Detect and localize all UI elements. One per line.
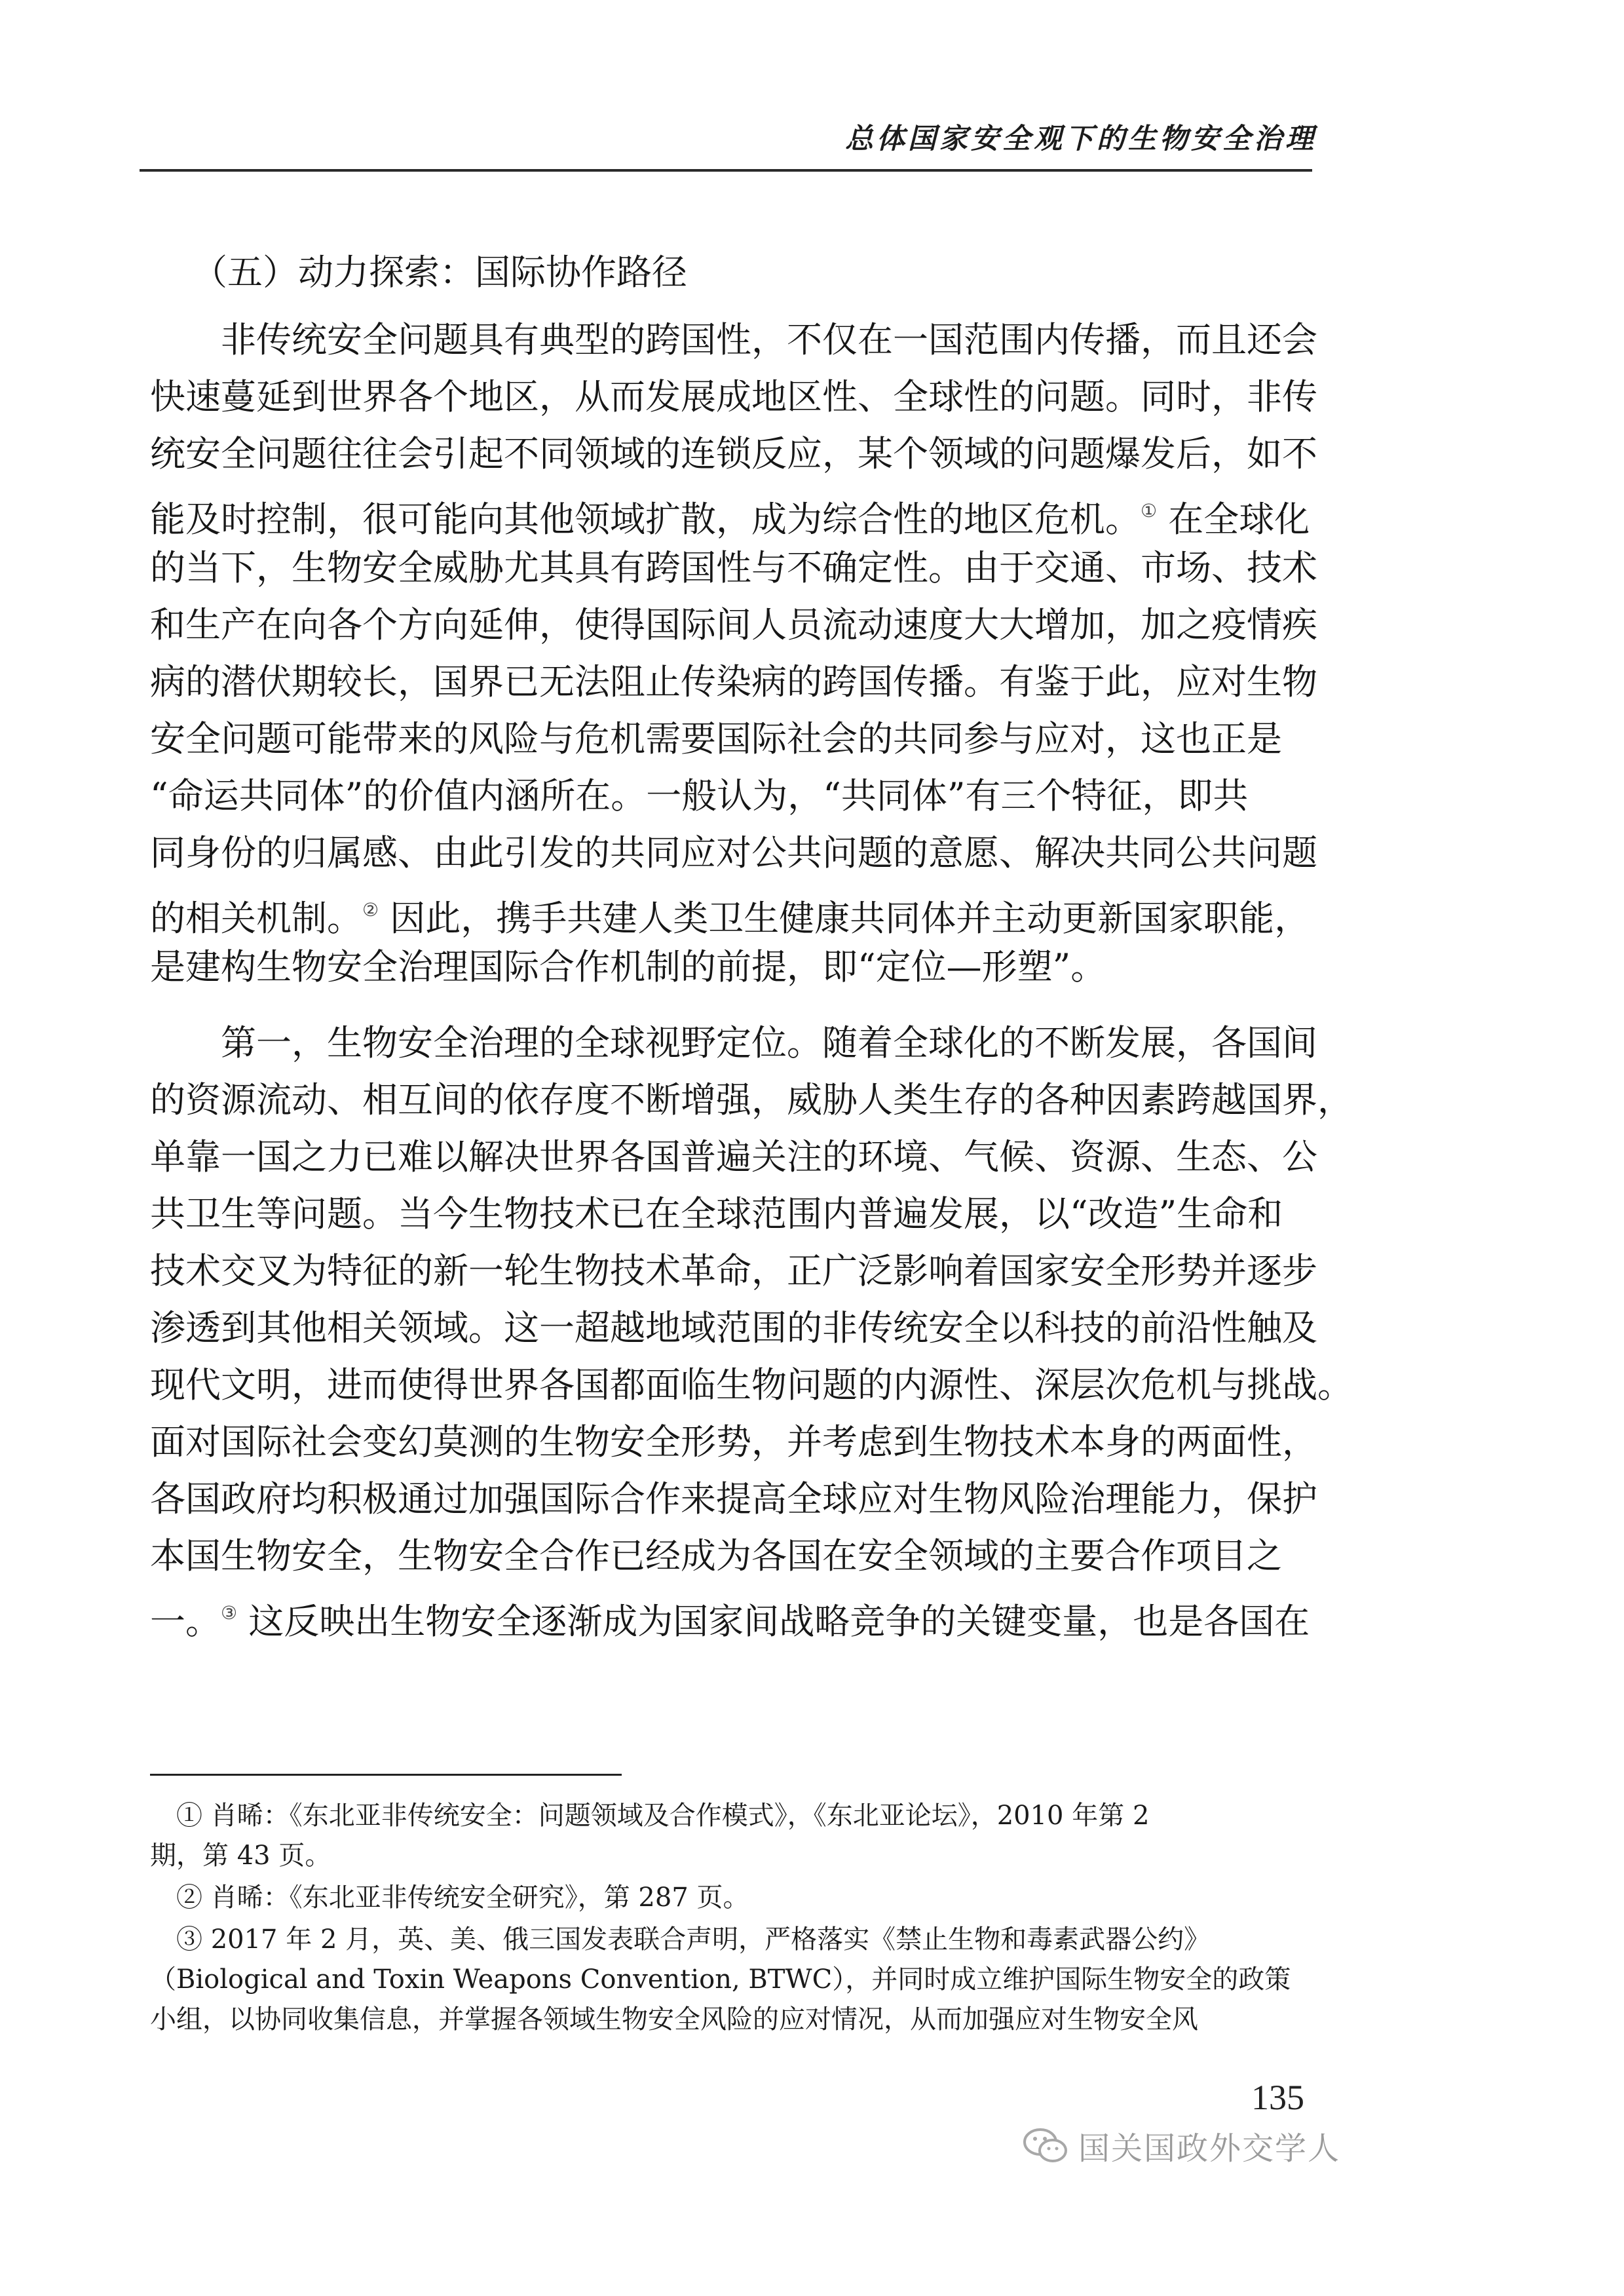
body-line: 单靠一国之力已难以解决世界各国普遍关注的环境、气候、资源、生态、公 xyxy=(150,1136,1317,1177)
footnote-ref[interactable]: ③ xyxy=(221,1602,238,1624)
body-line: 各国政府均积极通过加强国际合作来提高全球应对生物风险治理能力，保护 xyxy=(150,1478,1317,1520)
watermark xyxy=(1022,2123,1340,2168)
body-line: 安全问题可能带来的风险与危机需要国际社会的共同参与应对，这也正是 xyxy=(150,718,1282,759)
footnote-ref[interactable]: ① xyxy=(1141,500,1158,522)
body-text: 的相关机制。 xyxy=(150,898,362,939)
body-line xyxy=(150,889,1310,940)
body-line: 和生产在向各个方向延伸，使得国际间人员流动速度大大增加，加之疫情疾 xyxy=(150,604,1317,645)
body-line: 现代文明，进而使得世界各国都面临生物问题的内源性、深层次危机与挑战。 xyxy=(150,1364,1353,1406)
page-number: 135 xyxy=(1251,2078,1304,2117)
footnote-line: （Biological and Toxin Weapons Convention, BTWC），并同时成立维护国际生物安全的政策 xyxy=(150,1964,1291,1995)
body-line: 渗透到其他相关领域。这一超越地域范围的非传统安全以科技的前沿性触及 xyxy=(150,1307,1317,1349)
body-line: “命运共同体”的价值内涵所在。一般认为，“共同体”有三个特征，即共 xyxy=(150,775,1249,816)
footnote-line: ② 肖晞：《东北亚非传统安全研究》，第 287 页。 xyxy=(150,1883,749,1913)
footnote-ref[interactable]: ② xyxy=(362,899,379,921)
body-line: 同身份的归属感、由此引发的共同应对公共问题的意愿、解决共同公共问题 xyxy=(150,832,1317,873)
body-line: 本国生物安全，生物安全合作已经成为各国在安全领域的主要合作项目之 xyxy=(150,1535,1282,1577)
watermark-text: 国关国政外交学人 xyxy=(1078,2130,1341,2167)
body-line: 快速蔓延到世界各个地区，从而发展成地区性、全球性的问题。同时，非传 xyxy=(150,376,1317,417)
body-line: 技术交叉为特征的新一轮生物技术革命，正广泛影响着国家安全形势并逐步 xyxy=(150,1250,1317,1292)
body-line: 统安全问题往往会引起不同领域的连锁反应，某个领域的问题爆发后，如不 xyxy=(150,433,1317,474)
body-line: 非传统安全问题具有典型的跨国性，不仅在一国范围内传播，而且还会 xyxy=(150,319,1317,360)
section-heading: （五）动力探索：国际协作路径 xyxy=(192,252,687,293)
body-line: 病的潜伏期较长，国界已无法阻止传染病的跨国传播。有鉴于此，应对生物 xyxy=(150,661,1317,702)
body-text: 一。 xyxy=(150,1601,221,1642)
body-line: 第一，生物安全治理的全球视野定位。随着全球化的不断发展，各国间 xyxy=(150,1022,1317,1063)
footnote-line: ③ 2017 年 2 月，英、美、俄三国发表联合声明，严格落实《禁止生物和毒素武器公约》 xyxy=(150,1924,1211,1955)
running-header: 总体国家安全观下的生物安全治理 xyxy=(845,123,1317,155)
body-line: 的当下，生物安全威胁尤其具有跨国性与不确定性。由于交通、市场、技术 xyxy=(150,547,1317,588)
body-line xyxy=(150,490,1310,541)
footnote-line: 期，第 43 页。 xyxy=(150,1841,331,1871)
body-line: 的资源流动、相互间的依存度不断增强，威胁人类生存的各种因素跨越国界， xyxy=(150,1079,1353,1120)
body-text: 这反映出生物安全逐渐成为国家间战略竞争的关键变量，也是各国在 xyxy=(237,1601,1310,1642)
body-text: 因此，携手共建人类卫生健康共同体并主动更新国家职能， xyxy=(379,898,1310,939)
body-line: 面对国际社会变幻莫测的生物安全形势，并考虑到生物技术本身的两面性， xyxy=(150,1421,1317,1463)
footnote-line: 小组，以协同收集信息，并掌握各领域生物安全风险的应对情况，从而加强应对生物安全风 xyxy=(150,2004,1198,2035)
body-line: 共卫生等问题。当今生物技术已在全球范围内普遍发展，以“改造”生命和 xyxy=(150,1193,1283,1234)
body-text: 能及时控制，很可能向其他领域扩散，成为综合性的地区危机。 xyxy=(150,499,1141,540)
body-line: 是建构生物安全治理国际合作机制的前提，即“定位—形塑”。 xyxy=(150,946,1106,987)
body-line xyxy=(150,1592,1310,1643)
footnote-rule xyxy=(150,1774,622,1776)
body-text: 在全球化 xyxy=(1157,499,1310,540)
footnote-line: ① 肖晞：《东北亚非传统安全：问题领域及合作模式》，《东北亚论坛》，2010 年第 2 xyxy=(150,1801,1150,1831)
wechat-icon xyxy=(1022,2126,1069,2166)
header-rule xyxy=(140,169,1312,172)
